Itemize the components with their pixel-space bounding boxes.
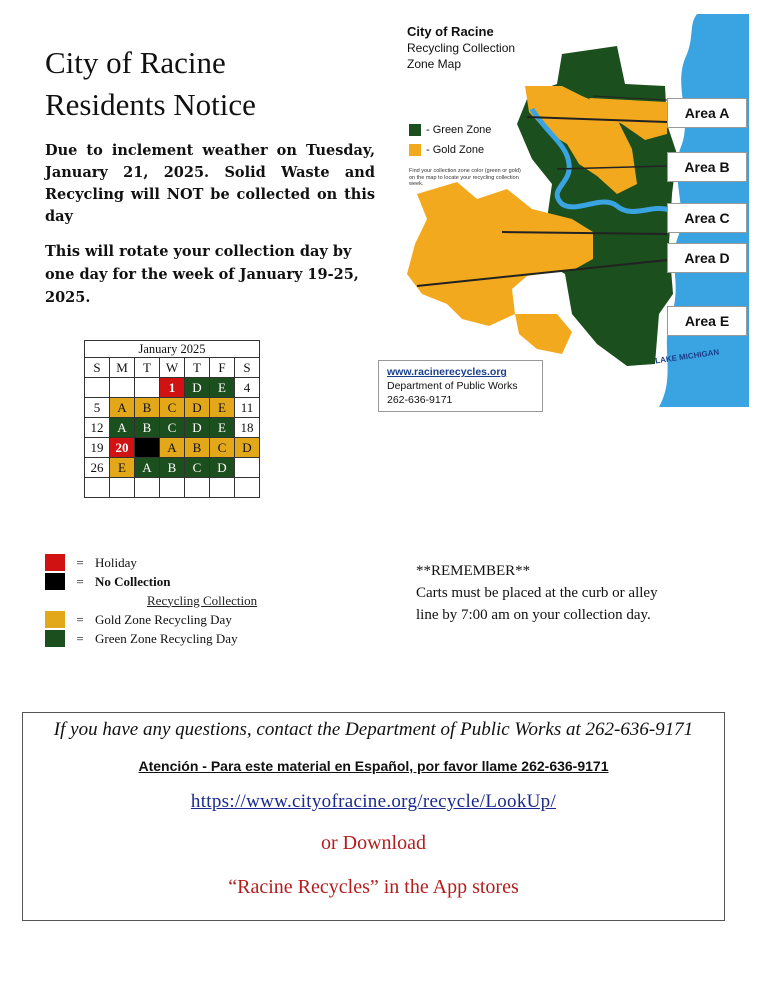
map-subtitle-1: Recycling Collection [407, 41, 516, 55]
calendar-week-row [85, 438, 260, 458]
calendar-day-cell: B [135, 398, 160, 418]
calendar-day-cell: 20 [110, 438, 135, 458]
calendar-day-cell: E [210, 398, 235, 418]
equals-sign: = [76, 611, 84, 627]
equals-sign: = [76, 630, 84, 646]
calendar-day-cell: A [110, 398, 135, 418]
remember-line-2: line by 7:00 am on your collection day. [416, 607, 651, 623]
gold-swatch [409, 144, 421, 156]
green-day-label: Green Zone Recycling Day [95, 630, 238, 646]
calendar-body [85, 378, 260, 498]
map-title-block [407, 24, 515, 72]
calendar-day-cell [85, 378, 110, 398]
calendar-day-cell: C [160, 398, 185, 418]
info-department: Department of Public Works [387, 380, 518, 392]
gold-day-label: Gold Zone Recycling Day [95, 611, 232, 627]
key-gold [45, 610, 257, 629]
legend-gold-label: - Gold Zone [426, 144, 485, 156]
no-collection-swatch [45, 573, 65, 590]
equals-sign: = [76, 573, 84, 589]
map-legend-gold [409, 144, 484, 156]
calendar-day-cell: B [185, 438, 210, 458]
title-line-1: City of Racine [45, 45, 226, 80]
calendar-day-cell [135, 378, 160, 398]
calendar-day-cell: E [210, 378, 235, 398]
map-legend-green [409, 124, 491, 136]
calendar-day-cell: A [160, 438, 185, 458]
calendar-day-cell [135, 438, 160, 458]
no-collection-label: No Collection [95, 573, 171, 589]
gold-day-swatch [45, 611, 65, 628]
calendar-week-row [85, 378, 260, 398]
page-title [45, 42, 256, 126]
area-b-label: Area B [667, 152, 747, 182]
calendar-day-cell: D [185, 418, 210, 438]
spanish-line: Atención - Para este material en Español, por favor llame 262-636-9171 [138, 758, 609, 774]
remember-heading: **REMEMBER** [416, 563, 531, 579]
calendar-day-cell: C [210, 438, 235, 458]
calendar-day-cell [135, 478, 160, 498]
calendar-day-cell [235, 458, 260, 478]
calendar-day-cell [210, 478, 235, 498]
day-header: T [185, 358, 210, 378]
calendar-day-cell: B [160, 458, 185, 478]
remember-line-1: Carts must be placed at the curb or alley [416, 585, 658, 601]
contact-box [22, 712, 725, 921]
day-header: F [210, 358, 235, 378]
key-holiday [45, 553, 257, 572]
calendar-day-cell: 26 [85, 458, 110, 478]
holiday-label: Holiday [95, 554, 137, 570]
calendar-day-cell [185, 478, 210, 498]
calendar-day-cell: 11 [235, 398, 260, 418]
calendar-day-cell: E [110, 458, 135, 478]
area-e-label: Area E [667, 306, 747, 336]
legend-green-label: - Green Zone [426, 124, 492, 136]
lake-label: LAKE MICHIGAN [654, 347, 720, 366]
calendar-day-cell: 5 [85, 398, 110, 418]
info-phone: 262-636-9171 [387, 394, 453, 406]
lookup-url-link[interactable]: https://www.cityofracine.org/recycle/LookUp/ [190, 791, 557, 812]
calendar-day-cell: 19 [85, 438, 110, 458]
notice-paragraph-1: Due to inclement weather on Tuesday, January 21, 2025. Solid Waste and Recycling will NOT be collected on this day [45, 142, 375, 225]
calendar-day-cell [85, 478, 110, 498]
calendar-week-row [85, 398, 260, 418]
recycling-heading: Recycling Collection [147, 592, 258, 608]
day-header: S [235, 358, 260, 378]
calendar-day-cell: C [185, 458, 210, 478]
remember-note [416, 560, 658, 626]
day-header: M [110, 358, 135, 378]
equals-sign: = [76, 554, 84, 570]
calendar-day-cell: D [210, 458, 235, 478]
map-info-box [378, 360, 543, 412]
area-c-label: Area C [667, 203, 747, 233]
calendar-day-cell: A [135, 458, 160, 478]
map-title: City of Racine [407, 24, 494, 39]
calendar-day-cell: D [185, 398, 210, 418]
area-d-label: Area D [667, 243, 747, 273]
holiday-swatch [45, 554, 65, 571]
download-text: or Download [321, 832, 426, 854]
calendar-day-cell [160, 478, 185, 498]
area-a-label: Area A [667, 98, 747, 128]
key-green [45, 629, 257, 648]
calendar-day-cell: 1 [160, 378, 185, 398]
calendar-day-cell: 18 [235, 418, 260, 438]
calendar-day-cell: D [235, 438, 260, 458]
calendar-day-cell: 12 [85, 418, 110, 438]
calendar-month: January 2025 [85, 341, 260, 358]
title-line-2: Residents Notice [45, 87, 256, 122]
calendar-day-cell: 4 [235, 378, 260, 398]
map-subtitle-2: Zone Map [407, 57, 462, 71]
day-header: W [160, 358, 185, 378]
calendar-day-cell: B [135, 418, 160, 438]
day-header: T [135, 358, 160, 378]
green-swatch [409, 124, 421, 136]
key-recycling-heading [45, 591, 257, 610]
map-note: Find your collection zone color (green or gold) on the map to locate your recycling collection week. [409, 168, 521, 187]
calendar-day-cell: D [185, 378, 210, 398]
app-store-text: “Racine Recycles” in the App stores [228, 876, 519, 898]
calendar-day-cell: C [160, 418, 185, 438]
calendar-week-row [85, 458, 260, 478]
calendar-week-row [85, 478, 260, 498]
calendar-day-cell: E [210, 418, 235, 438]
key-no-collection [45, 572, 257, 591]
green-day-swatch [45, 630, 65, 647]
calendar-key [45, 553, 257, 648]
gold-zone-south [515, 314, 572, 354]
contact-line: If you have any questions, contact the Department of Public Works at 262-636-9171 [53, 719, 694, 740]
calendar-day-cell: A [110, 418, 135, 438]
calendar-day-cell [110, 378, 135, 398]
january-calendar [84, 340, 260, 498]
notice-paragraph-2: This will rotate your collection day by one day for the week of January 19-25, 2025. [45, 243, 359, 306]
day-header: S [85, 358, 110, 378]
calendar-day-cell [235, 478, 260, 498]
racinerecycles-link[interactable]: www.racinerecycles.org [387, 366, 507, 378]
calendar-week-row [85, 418, 260, 438]
calendar-day-cell [110, 478, 135, 498]
